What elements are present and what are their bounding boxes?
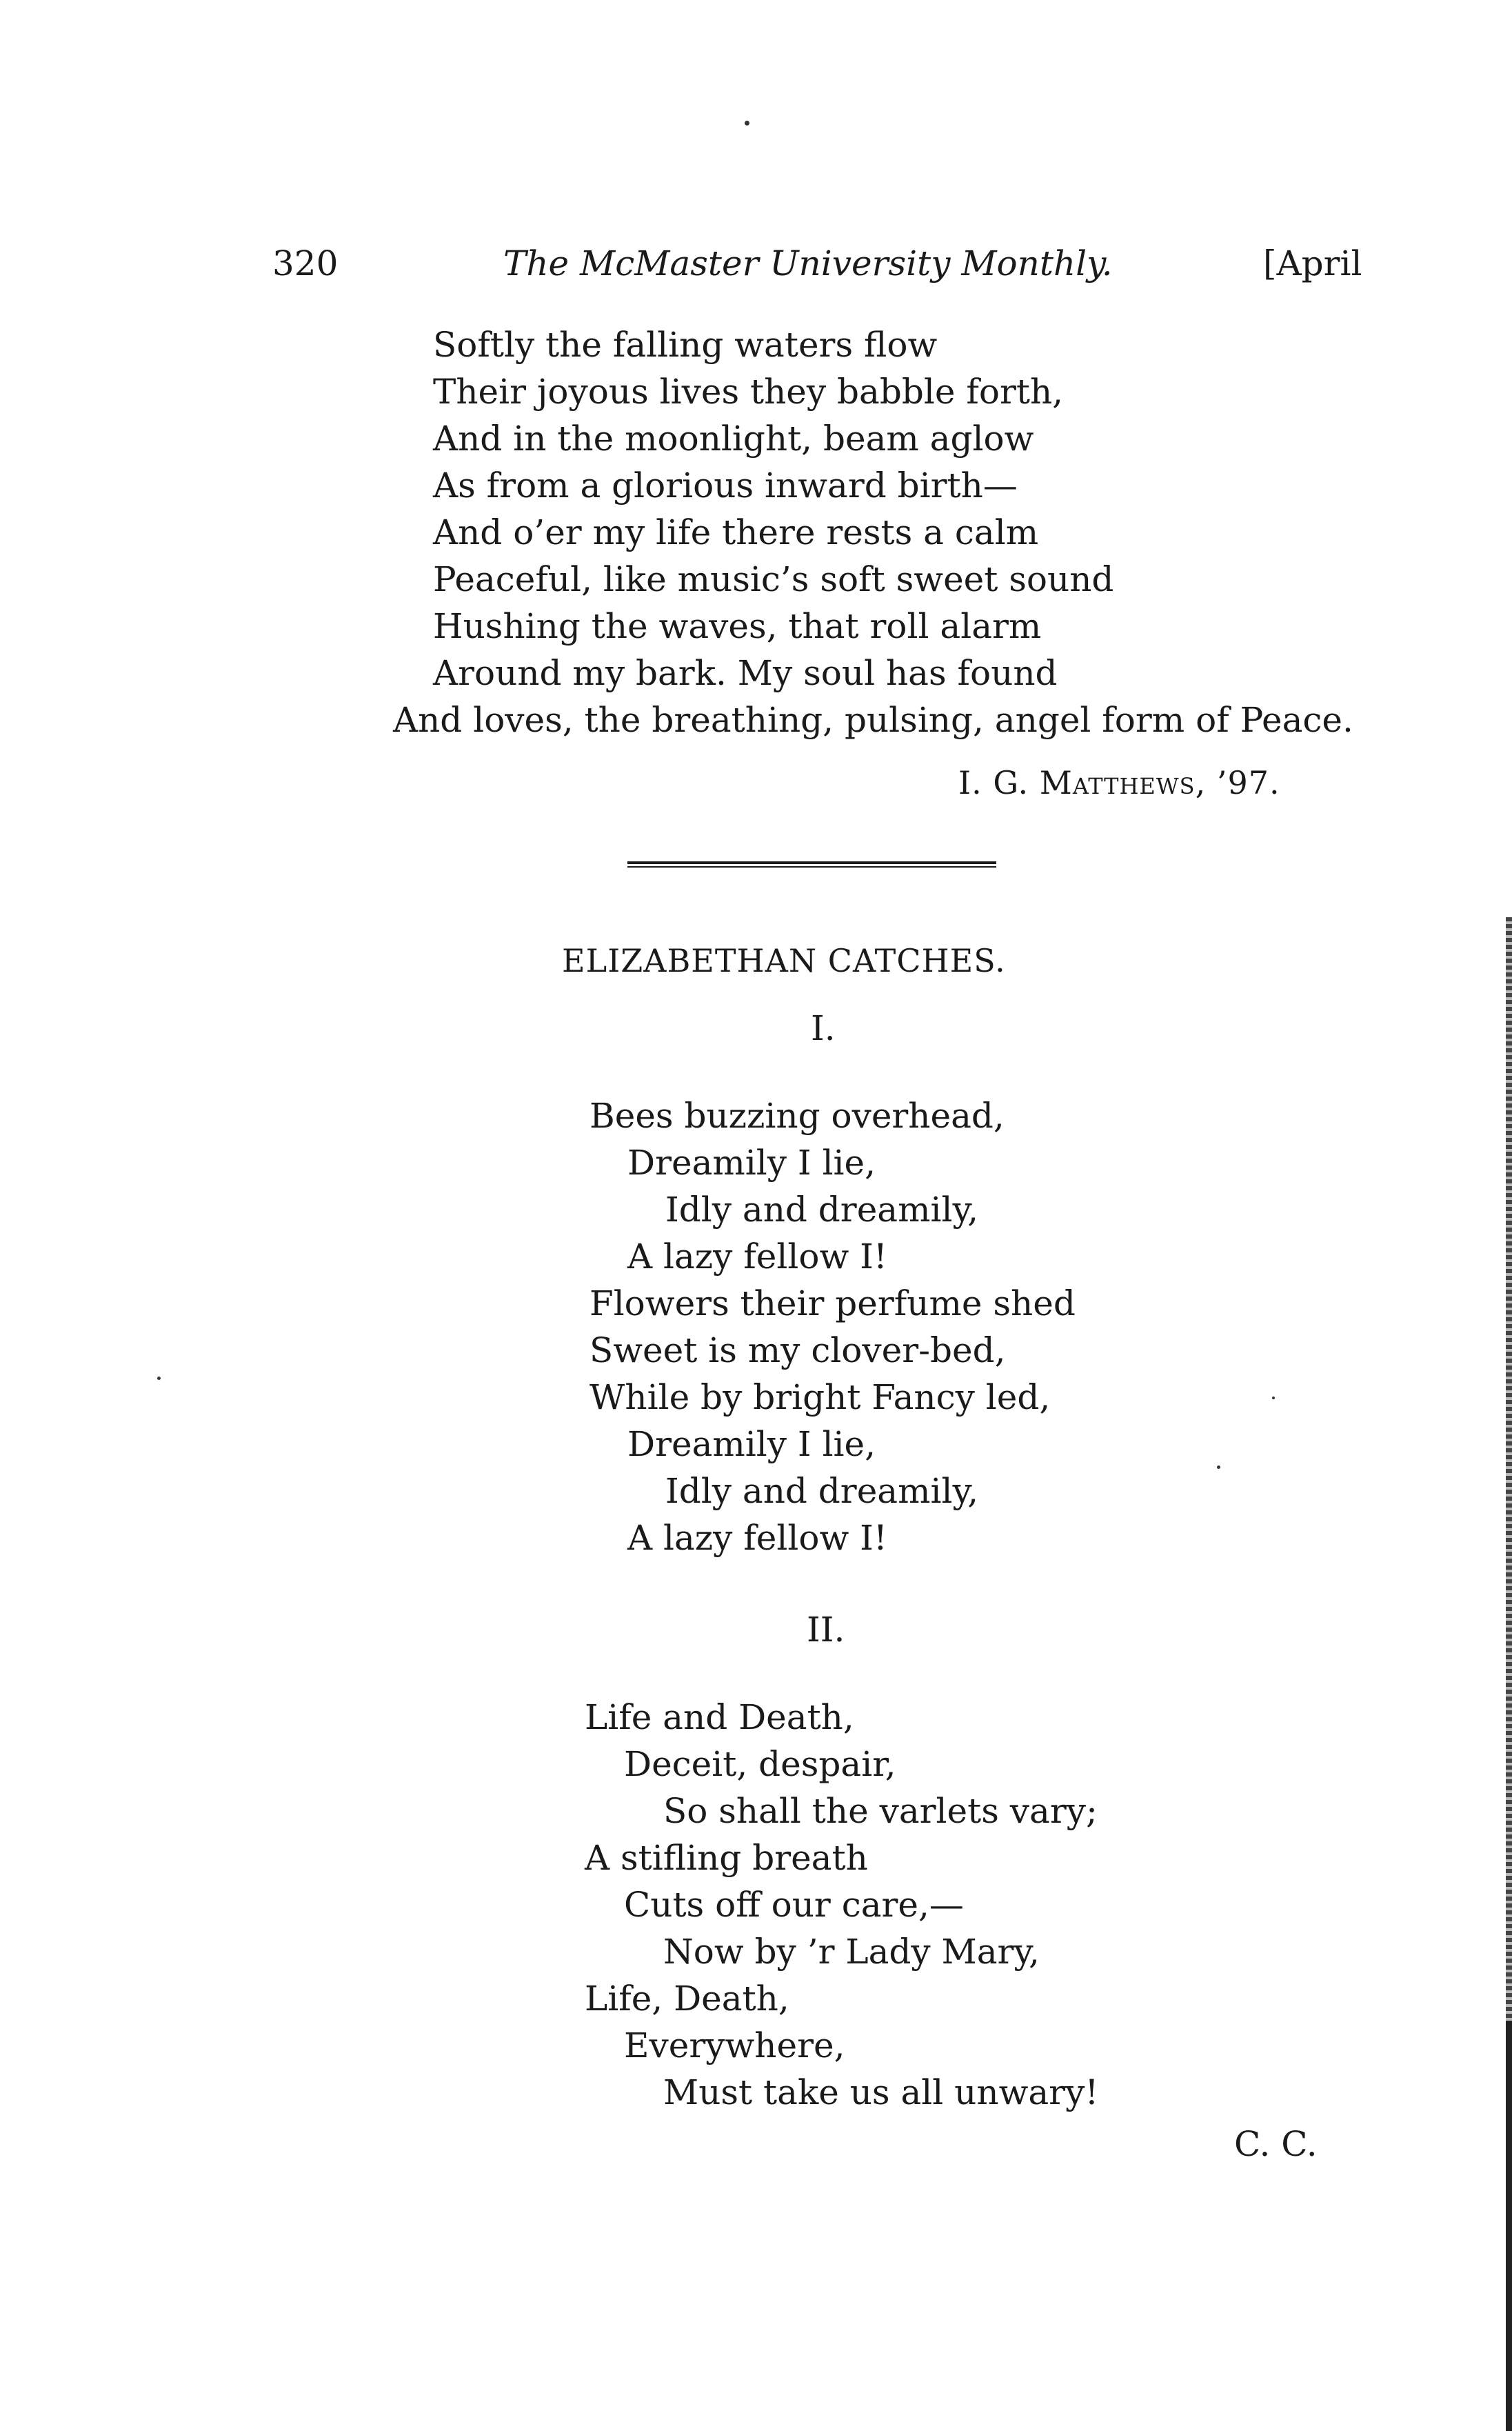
poem-line: As from a glorious inward birth— xyxy=(433,466,1018,506)
catch-signature: C. C. xyxy=(1234,2124,1318,2164)
catch-line: While by bright Fancy led, xyxy=(589,1377,1051,1417)
poem-line: And in the moonlight, beam aglow xyxy=(433,419,1034,459)
poem-line: Softly the falling waters flow xyxy=(433,325,938,365)
scan-speck xyxy=(1217,1465,1220,1469)
scan-speck xyxy=(745,121,749,126)
catch-line: Now by ’r Lady Mary, xyxy=(663,1932,1040,1972)
signature-initials: I. G. xyxy=(958,764,1029,801)
section-divider-thin xyxy=(627,866,996,868)
catch-line: Idly and dreamily, xyxy=(665,1190,979,1230)
catch-line: Everywhere, xyxy=(624,2025,845,2065)
signature-name: Matthews xyxy=(1039,764,1196,801)
poem-line: Hushing the waves, that roll alarm xyxy=(433,606,1042,646)
catch-line: Dreamily I lie, xyxy=(627,1143,876,1183)
part-numeral-2: II. xyxy=(807,1610,845,1650)
catch-line: Cuts off our care,— xyxy=(624,1885,964,1925)
issue-month: [April xyxy=(1263,243,1362,283)
catch-line: Life, Death, xyxy=(585,1979,789,2019)
running-title: The McMaster University Monthly. xyxy=(503,243,1113,283)
catch-line: A lazy fellow I! xyxy=(627,1237,888,1277)
scan-speck xyxy=(1272,1397,1275,1399)
catch-line: Deceit, despair, xyxy=(624,1744,896,1784)
section-divider xyxy=(627,861,996,864)
catch-line: Life and Death, xyxy=(585,1697,854,1737)
poem-signature xyxy=(958,764,1280,801)
catch-line: A stifling breath xyxy=(585,1838,868,1878)
section-title: ELIZABETHAN CATCHES. xyxy=(562,942,1006,979)
catch-line: Bees buzzing overhead, xyxy=(589,1096,1005,1136)
scan-edge-dark xyxy=(1506,2021,1512,2431)
catch-line: A lazy fellow I! xyxy=(627,1518,888,1558)
poem-line: Around my bark. My soul has found xyxy=(433,653,1058,693)
catch-line: Must take us all unwary! xyxy=(663,2072,1099,2112)
scan-speck xyxy=(157,1377,161,1380)
catch-line: Sweet is my clover-bed, xyxy=(589,1330,1006,1370)
part-numeral-1: I. xyxy=(811,1008,836,1048)
signature-year: , ’97. xyxy=(1195,764,1280,801)
catch-line: So shall the varlets vary; xyxy=(663,1791,1098,1831)
poem-line: And loves, the breathing, pulsing, angel form of Peace. xyxy=(393,700,1353,740)
poem-line: Peaceful, like music’s soft sweet sound xyxy=(433,559,1114,599)
page-number: 320 xyxy=(272,243,339,283)
catch-line: Flowers their perfume shed xyxy=(589,1283,1076,1323)
poem-line: And o’er my life there rests a calm xyxy=(433,512,1039,552)
catch-line: Dreamily I lie, xyxy=(627,1424,876,1464)
poem-line: Their joyous lives they babble forth, xyxy=(433,372,1064,412)
catch-line: Idly and dreamily, xyxy=(665,1471,979,1511)
scan-edge xyxy=(1506,917,1512,2021)
